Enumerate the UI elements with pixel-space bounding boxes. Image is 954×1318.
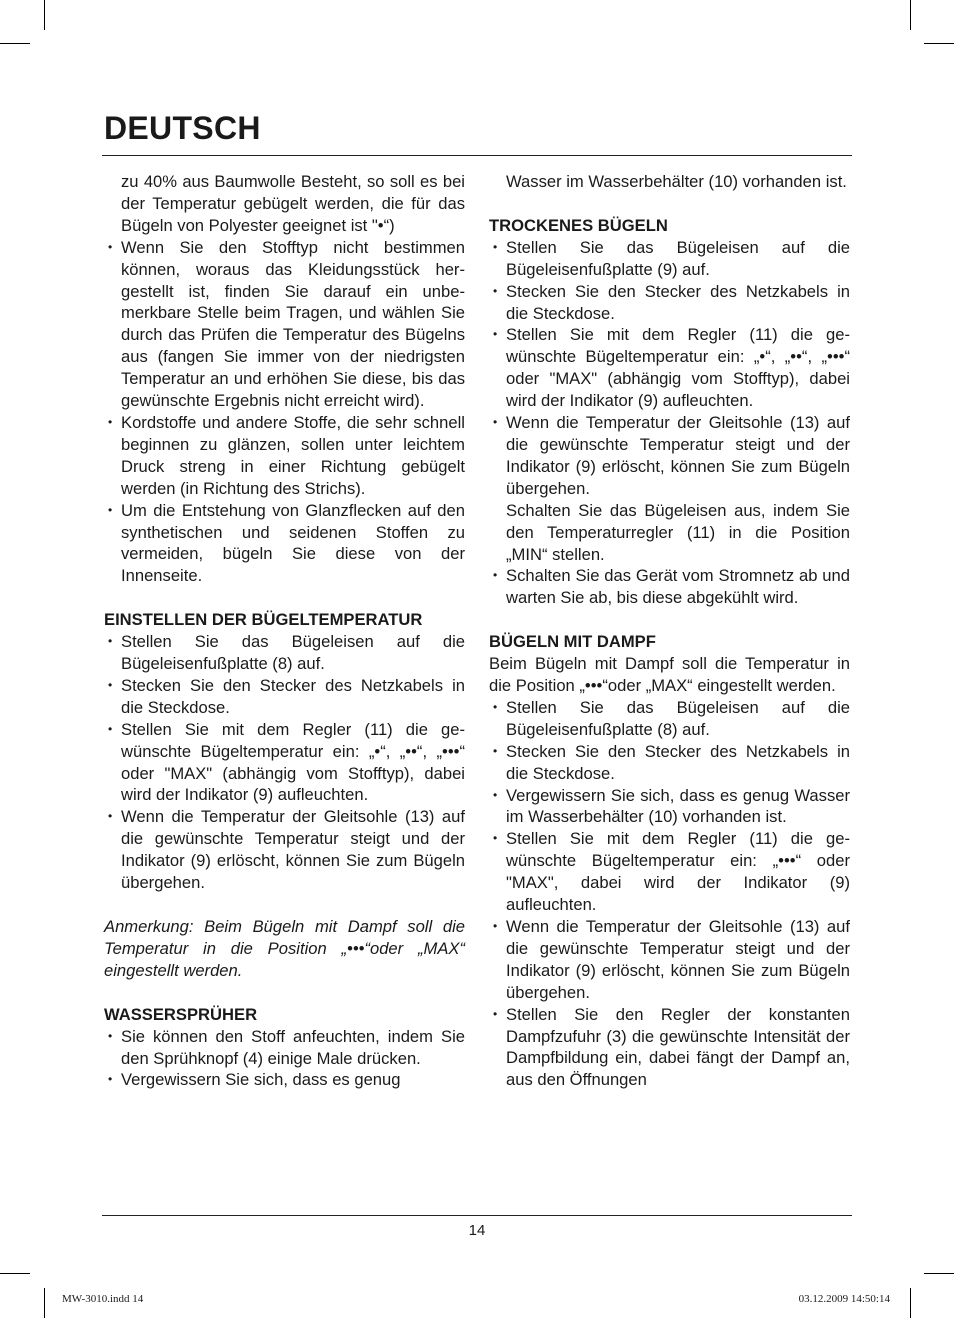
header-rule — [102, 155, 852, 156]
list-item: • Stellen Sie das Bügeleisen auf die Bügeleisenfußplatte (8) auf. — [489, 697, 850, 741]
list-item: • Vergewissern Sie sich, dass es genug Wasser im Wasserbehälter (10) vorhanden ist. — [489, 785, 850, 829]
list-item: • Stellen Sie mit dem Regler (11) die gewünschte Bügeltemperatur ein: „•••“ oder "MAX", dabei wird der Indikator (9) aufleuchten. — [489, 828, 850, 916]
crop-mark — [924, 43, 954, 44]
list-item: • Wenn Sie den Stofftyp nicht bestimmen können, woraus das Kleidungsstück hergestellt ist, finden Sie darauf ein unbemerkbare Stelle beim Tragen, und wählen Sie durch das Prüfen die Temperatur des Bügelns aus (fangen Sie immer von der niedrigsten Temperatur an und erhöhen Sie diese, bis das gewünschte Ergebnis nicht erreicht wird). — [104, 237, 465, 412]
left-column — [104, 171, 465, 1091]
list-item: • Wenn die Temperatur der Gleitsohle (13) auf die gewünschte Temperatur steigt und der Indikator (9) erlöscht, können Sie zum Bügeln übergehen. — [104, 806, 465, 894]
page-number: 14 — [468, 1222, 486, 1239]
temperature-steps-list — [104, 631, 465, 894]
crop-mark — [44, 1288, 45, 1318]
sprayer-steps-list — [104, 1026, 465, 1092]
section-heading: BÜGELN MIT DAMPF — [489, 632, 656, 652]
list-item: • Sie können den Stoff anfeuchten, indem Sie den Sprühknopf (4) einige Male drücken. — [104, 1026, 465, 1070]
crop-mark — [910, 0, 911, 30]
continued-paragraph: Wasser im Wasserbehälter (10) vorhanden ist. — [506, 172, 847, 191]
footer-file: MW-3010.indd 14 — [62, 1293, 144, 1305]
list-item: • Kordstoffe und andere Stoffe, die sehr schnell beginnen zu glänzen, sollen unter leichtem Druck streng in einer Richtung gebügelt werden (in Richtung des Strichs). — [104, 412, 465, 500]
list-item: • Stellen Sie mit dem Regler (11) die gewünschte Bügeltemperatur ein: „•“, „••“, „•••“ oder "MAX" (abhängig vom Stofftyp), dabei wird der Indikator (9) aufleuchten. — [489, 324, 850, 412]
list-item-extra: Schalten Sie das Bügeleisen aus, indem Sie den Temperaturregler (11) in die Position „MIN“ stellen. — [506, 500, 850, 564]
list-item: • Wenn die Temperatur der Gleitsohle (13) auf die gewünschte Temperatur steigt und der Indikator (9) erlöscht, können Sie zum Bügeln übergehen. — [489, 916, 850, 1004]
right-column — [489, 171, 850, 1091]
dry-ironing-list — [489, 237, 850, 609]
crop-mark — [0, 43, 30, 44]
list-item: • Stecken Sie den Stecker des Netzkabels in die Steckdose. — [489, 281, 850, 325]
crop-mark — [0, 1273, 30, 1274]
list-item: • Stellen Sie mit dem Regler (11) die gewünschte Bügeltemperatur ein: „•“, „••“, „•••“ oder "MAX" (abhängig vom Stofftyp), dabei wird der Indikator (9) aufleuchten. — [104, 719, 465, 807]
list-item: • Um die Entstehung von Glanzflecken auf den synthetischen und seidenen Stoffen zu vermeiden, bügeln Sie diese von der Innenseite. — [104, 500, 465, 588]
tips-list — [104, 237, 465, 588]
section-heading: WASSERSPRÜHER — [104, 1004, 258, 1024]
list-item: • Stellen Sie den Regler der konstanten Dampfzufuhr (3) die gewünschte Intensität der Dampfbildung ein, dabei fängt der Dampf an, aus den Öffnungen — [489, 1004, 850, 1092]
list-item: • Schalten Sie das Gerät vom Stromnetz ab und warten Sie ab, bis diese abgekühlt wird. — [489, 565, 850, 609]
crop-mark — [924, 1273, 954, 1274]
list-item — [489, 412, 850, 565]
section-heading: EINSTELLEN DER BÜGELTEMPERATUR — [104, 610, 423, 630]
steam-ironing-list — [489, 697, 850, 1091]
footer-timestamp: 03.12.2009 14:50:14 — [798, 1293, 890, 1305]
list-item: • Stellen Sie das Bügeleisen auf die Bügeleisenfußplatte (9) auf. — [489, 237, 850, 281]
list-item-text: Wenn die Temperatur der Gleitsohle (13) auf die gewünschte Temperatur steigt und der Indikator (9) erlöscht, können Sie zum Bügeln übergehen. — [506, 413, 850, 498]
crop-mark — [910, 1288, 911, 1318]
list-item: • Stecken Sie den Stecker des Netzkabels in die Steckdose. — [489, 741, 850, 785]
list-item: • Stellen Sie das Bügeleisen auf die Bügeleisenfußplatte (8) auf. — [104, 631, 465, 675]
list-item: • Stecken Sie den Stecker des Netzkabels in die Steckdose. — [104, 675, 465, 719]
list-item: • Vergewissern Sie sich, dass es genug — [104, 1069, 465, 1091]
crop-mark — [44, 0, 45, 30]
footer-rule — [102, 1215, 852, 1216]
section-heading: TROCKENES BÜGELN — [489, 215, 668, 235]
note-paragraph: Anmerkung: Beim Bügeln mit Dampf soll die Temperatur in die Position „•••“oder „MAX“ eingestellt werden. — [104, 917, 465, 980]
intro-paragraph: Beim Bügeln mit Dampf soll die Temperatur in die Position „•••“oder „MAX“ eingestellt werden. — [489, 654, 850, 696]
continued-paragraph: zu 40% aus Baumwolle Besteht, so soll es bei der Temperatur gebügelt werden, die für das Bügeln von Polyester geeignet ist "•“) — [121, 172, 465, 235]
page-title: DEUTSCH — [104, 110, 261, 146]
